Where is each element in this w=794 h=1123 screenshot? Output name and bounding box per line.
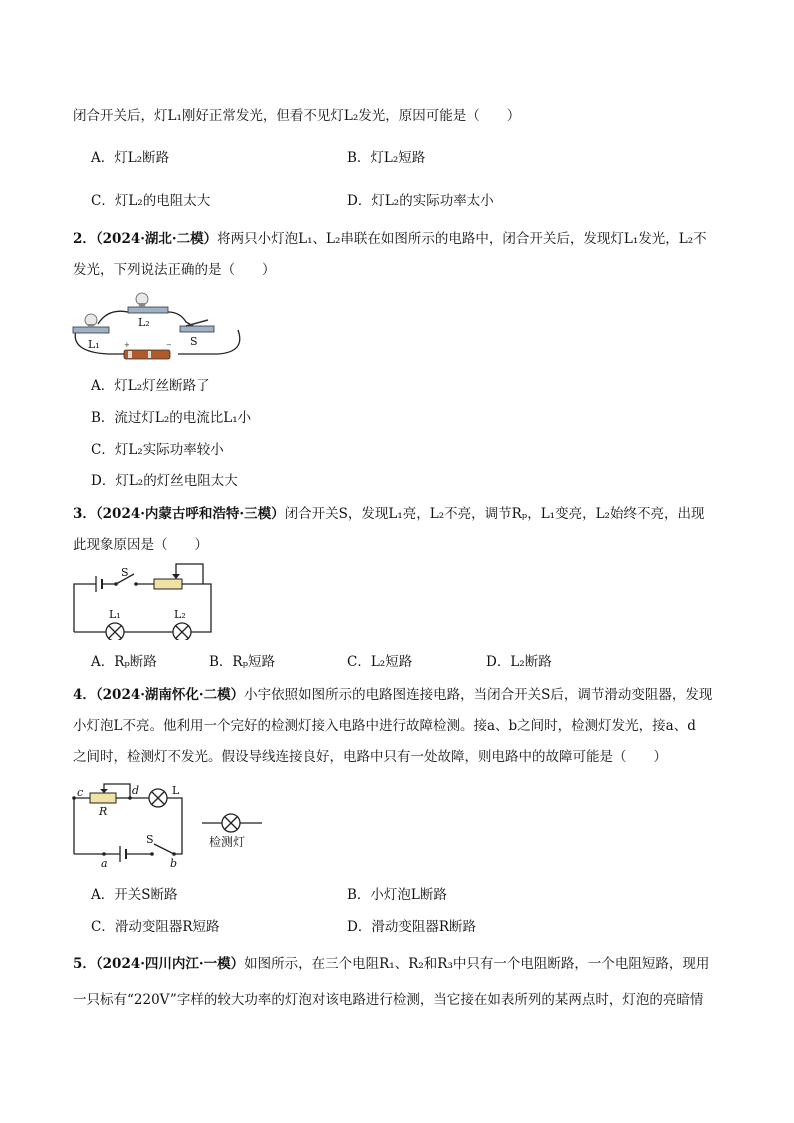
q1-option-c: C．灯L₂的电阻太大: [91, 193, 211, 209]
q4-fig-label-detector: 检测灯: [209, 835, 246, 849]
q2-stem-line2: 发光，下列说法正确的是（ ）: [73, 262, 276, 278]
svg-text:−: −: [166, 341, 172, 349]
q4-fig-label-c: c: [77, 786, 84, 799]
q3-fig-label-l1: L₁: [109, 608, 121, 621]
q1-option-b: B．灯L₂短路: [347, 150, 426, 166]
q2-number: 2．: [73, 231, 96, 247]
q4-fig-label-a: a: [101, 857, 108, 870]
q2-source: （2024·湖北·二模）: [95, 231, 218, 247]
q3-circuit-figure: [66, 560, 216, 640]
q2-stem-text: 将两只小灯泡L₁、L₂串联在如图所示的电路中，闭合开关后，发现灯L₁发光，L₂不: [217, 231, 707, 247]
q5-number: 5．: [73, 956, 96, 972]
q3-option-a: A．Rₚ断路: [91, 654, 157, 670]
q4-option-b: B．小灯泡L断路: [347, 887, 447, 903]
q1-stem: 闭合开关后，灯L₁刚好正常发光，但看不见灯L₂发光，原因可能是（ ）: [73, 108, 521, 124]
q1-option-d: D．灯L₂的实际功率太小: [347, 193, 494, 209]
q4-option-c: C．滑动变阻器R短路: [91, 919, 220, 935]
q3-stem-line1: [73, 504, 704, 524]
q3-source: （2024·内蒙古呼和浩特·三模）: [95, 506, 285, 522]
q2-option-c: C．灯L₂实际功率较小: [91, 442, 224, 458]
q5-stem-text: 如图所示，在三个电阻R₁、R₂和R₃中只有一个电阻断路，一个电阻短路，现用: [244, 956, 710, 972]
q5-source: （2024·四川内江·一模）: [95, 956, 245, 972]
q4-fig-label-r: R: [99, 805, 108, 818]
q3-fig-label-l2: L₂: [174, 608, 186, 621]
q2-fig-label-l2: L₂: [138, 316, 150, 329]
q4-fig-label-l: L: [172, 784, 180, 797]
q2-fig-label-s: S: [190, 335, 198, 348]
q3-option-c: C．L₂短路: [347, 654, 413, 670]
q4-circuit-figure: [66, 780, 266, 870]
q2-option-b: B．流过灯L₂的电流比L₁小: [91, 410, 252, 426]
q1-option-a: A．灯L₂断路: [91, 150, 170, 166]
q4-stem-line1: [73, 685, 712, 705]
q3-option-b: B．Rₚ短路: [209, 654, 275, 670]
q4-option-a: A．开关S断路: [91, 887, 178, 903]
q4-fig-label-s: S: [146, 833, 154, 846]
svg-text:+: +: [124, 341, 130, 349]
q2-option-d: D．灯L₂的灯丝电阻太大: [91, 473, 238, 489]
q5-stem-line2: 一只标有“220V”字样的较大功率的灯泡对该电路进行检测，当它接在如表所列的某两点时，灯泡的亮暗情: [73, 992, 704, 1008]
q2-fig-label-l1: L₁: [88, 338, 100, 351]
q4-stem-line2: 小灯泡L不亮。他利用一个完好的检测灯接入电路中进行故障检测。接a、b之间时，检测灯发光，接a、d: [73, 718, 696, 734]
q3-stem-text: 闭合开关S，发现L₁亮，L₂不亮，调节Rₚ，L₁变亮，L₂始终不亮，出现: [284, 506, 705, 522]
q3-option-d: D．L₂断路: [486, 654, 552, 670]
q3-number: 3．: [73, 506, 96, 522]
q5-stem-line1: [73, 954, 709, 974]
q4-fig-label-b: b: [170, 857, 178, 870]
q4-option-d: D．滑动变阻器R断路: [347, 919, 476, 935]
q3-stem-line2: 此现象原因是（ ）: [73, 537, 208, 553]
q4-number: 4．: [73, 687, 96, 703]
q2-stem-line1: [73, 229, 707, 249]
q4-stem-text: 小宇依照如图所示的电路图连接电路，当闭合开关S后，调节滑动变阻器，发现: [244, 687, 713, 703]
q4-fig-label-d: d: [132, 784, 140, 797]
q4-stem-line3: 之间时，检测灯不发光。假设导线连接良好，电路中只有一处故障，则电路中的故障可能是（ ）: [73, 749, 667, 765]
q4-source: （2024·湖南怀化·二模）: [95, 687, 245, 703]
q2-circuit-figure: [68, 290, 248, 360]
q2-option-a: A．灯L₂灯丝断路了: [91, 378, 210, 394]
q3-fig-label-s: S: [121, 566, 129, 579]
